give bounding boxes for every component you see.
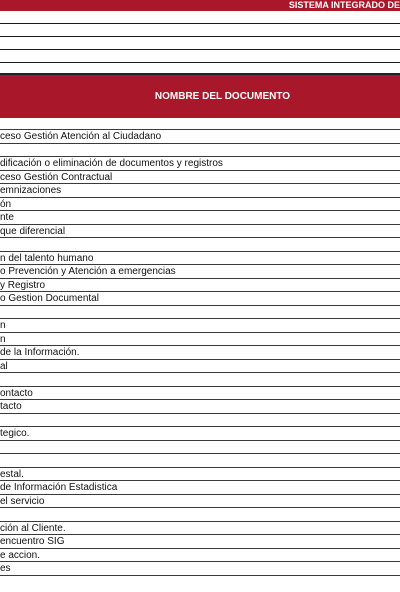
table-row[interactable] [0, 508, 400, 522]
table-row[interactable] [0, 144, 400, 158]
table-row[interactable]: o Prevención y Atención a emergencias [0, 265, 400, 279]
table-row[interactable]: de Información Estadistica [0, 481, 400, 495]
table-row[interactable] [0, 306, 400, 320]
table-row[interactable]: e accion. [0, 549, 400, 563]
grid-row[interactable] [0, 37, 400, 50]
table-row[interactable]: de la Información. [0, 346, 400, 360]
table-row[interactable]: nte [0, 211, 400, 225]
grid-row[interactable] [0, 118, 400, 130]
top-grid [0, 11, 400, 63]
table-row[interactable]: y Registro [0, 279, 400, 293]
table-row[interactable] [0, 238, 400, 252]
table-row[interactable] [0, 441, 400, 455]
table-row[interactable]: n [0, 333, 400, 347]
table-row[interactable]: que diferencial [0, 225, 400, 239]
grid-row[interactable] [0, 24, 400, 37]
table-row[interactable]: emnizaciones [0, 184, 400, 198]
table-row[interactable]: encuentro SIG [0, 535, 400, 549]
table-row[interactable] [0, 373, 400, 387]
table-row[interactable] [0, 454, 400, 468]
table-row[interactable] [0, 414, 400, 428]
table-row[interactable]: el servicio [0, 495, 400, 509]
grid-row[interactable] [0, 11, 400, 24]
table-row[interactable]: n del talento humano [0, 252, 400, 266]
column-header [0, 73, 400, 118]
table-row[interactable]: ceso Gestión Contractual [0, 171, 400, 185]
table-row[interactable]: ontacto [0, 387, 400, 401]
table-row[interactable]: o Gestion Documental [0, 292, 400, 306]
table-row[interactable]: al [0, 360, 400, 374]
table-row[interactable]: estal. [0, 468, 400, 482]
document-list [0, 130, 400, 576]
table-row[interactable]: es [0, 562, 400, 576]
table-row[interactable]: dificación o eliminación de documentos y registros [0, 157, 400, 171]
banner-title: SISTEMA INTEGRADO DE [288, 0, 400, 10]
table-row[interactable]: tegico. [0, 427, 400, 441]
system-banner [0, 0, 400, 11]
table-row[interactable]: ón [0, 198, 400, 212]
table-row[interactable]: tacto [0, 400, 400, 414]
grid-row[interactable] [0, 50, 400, 63]
column-header-label: NOMBRE DEL DOCUMENTO [154, 91, 291, 102]
table-row[interactable]: ción al Cliente. [0, 522, 400, 536]
table-row[interactable]: ceso Gestión Atención al Ciudadano [0, 130, 400, 144]
table-row[interactable]: n [0, 319, 400, 333]
